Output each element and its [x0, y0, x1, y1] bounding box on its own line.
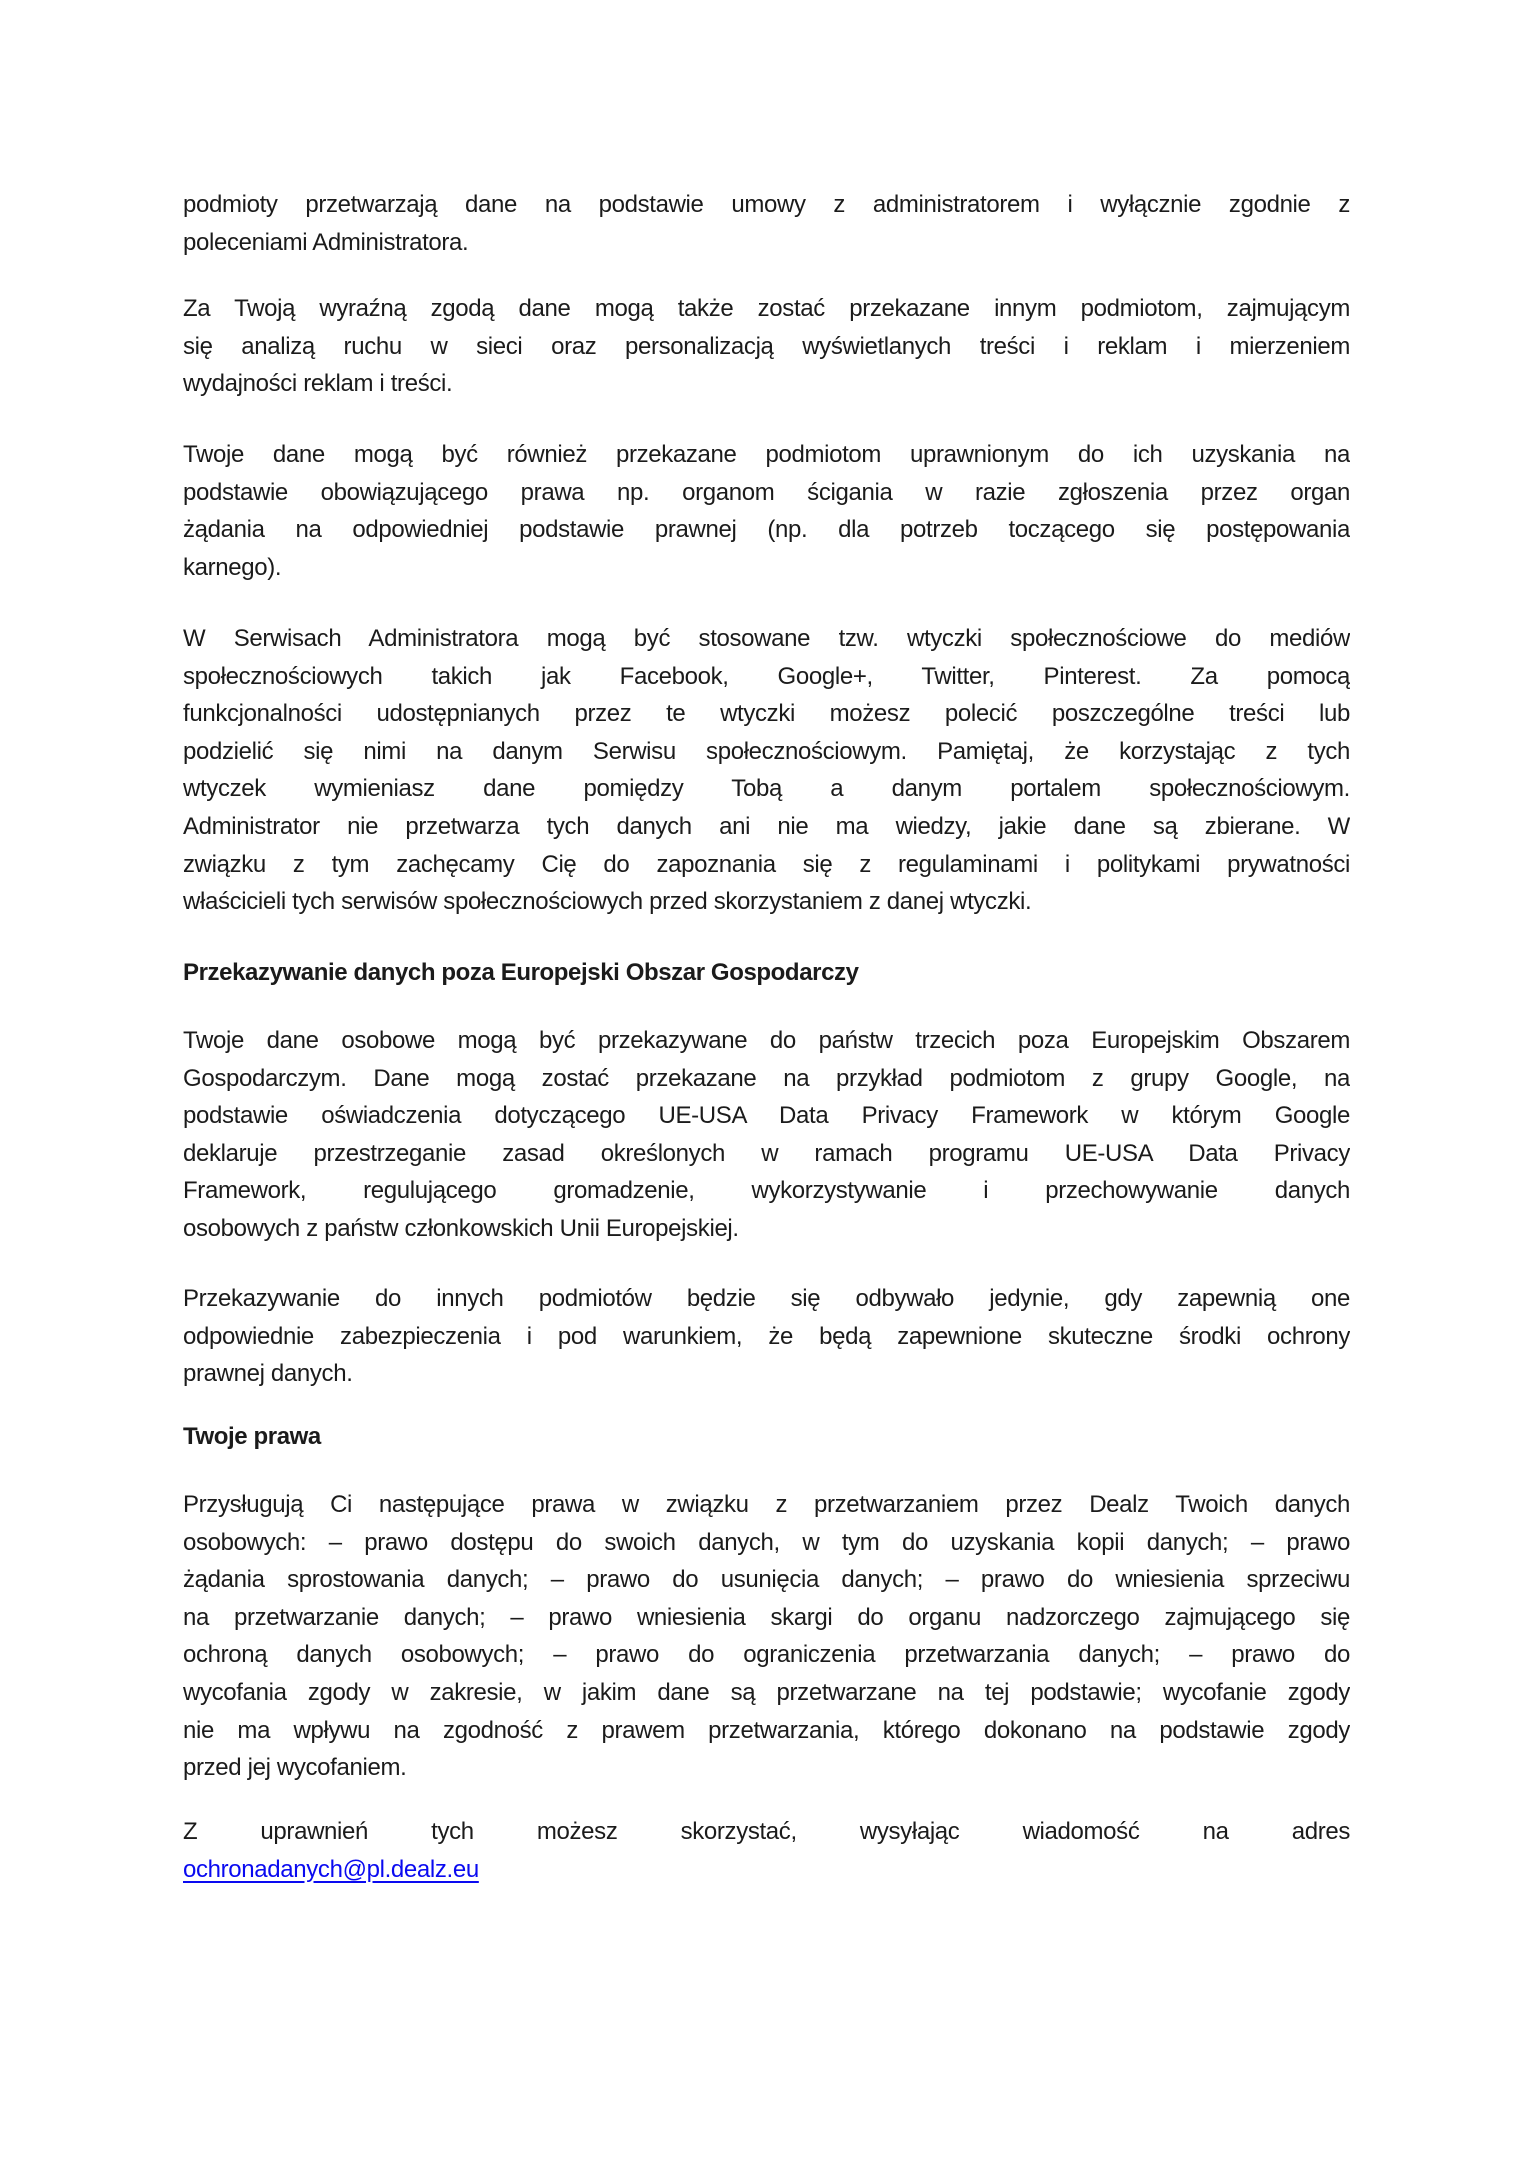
text-line: Przekazywanie do innych podmiotów będzie się odbywało jedynie, gdy zapewnią one	[183, 1285, 1350, 1312]
text-line: Framework, regulującego gromadzenie, wykorzystywanie i przechowywanie danych	[183, 1177, 1350, 1205]
text-line: wtyczek wymieniasz dane pomiędzy Tobą a danym portalem społecznościowym.	[183, 775, 1350, 803]
text-line: żądania sprostowania danych; – prawo do usunięcia danych; – prawo do wniesienia sprzeciwu	[183, 1566, 1350, 1594]
text-line: wydajności reklam i treści.	[183, 370, 453, 398]
text-line: podstawie oświadczenia dotyczącego UE-USA Data Privacy Framework w którym Google	[183, 1102, 1350, 1130]
paragraph-processors	[183, 186, 1350, 261]
text-line: ochroną danych osobowych; – prawo do ograniczenia przetwarzania danych; – prawo do	[183, 1641, 1350, 1669]
contact-line	[183, 1851, 1350, 1889]
section-heading-your-rights: Twoje prawa	[183, 1423, 321, 1450]
text-line: Gospodarczym. Dane mogą zostać przekazane na przykład podmiotom z grupy Google, na	[183, 1064, 1350, 1092]
paragraph-consent	[183, 290, 1350, 403]
text-line: podmioty przetwarzają dane na podstawie umowy z administratorem i wyłącznie zgodnie z	[183, 191, 1350, 218]
text-line: Za Twoją wyraźną zgodą dane mogą także zostać przekazane innym podmiotom, zajmującym	[183, 295, 1350, 322]
text-line: na przetwarzanie danych; – prawo wniesienia skargi do organu nadzorczego zajmującego się	[183, 1603, 1350, 1631]
text-line: poleceniami Administratora.	[183, 228, 469, 256]
text-line: się analizą ruchu w sieci oraz personalizacją wyświetlanych treści i reklam i mierzeniem	[183, 332, 1350, 360]
text-line: karnego).	[183, 553, 282, 581]
paragraph-social-plugins	[183, 620, 1350, 921]
text-line: osobowych: – prawo dostępu do swoich danych, w tym do uzyskania kopii danych; – prawo	[183, 1528, 1350, 1556]
section-heading-eea-transfer: Przekazywanie danych poza Europejski Obszar Gospodarczy	[183, 959, 859, 986]
contact-text: Z uprawnień tych możesz skorzystać, wysyłając wiadomość na adres	[183, 1818, 1350, 1845]
text-line: wycofania zgody w zakresie, w jakim dane są przetwarzane na tej podstawie; wycofanie zgody	[183, 1678, 1350, 1706]
text-line: związku z tym zachęcamy Cię do zapoznania się z regulaminami i politykami prywatności	[183, 850, 1350, 878]
text-line: właścicieli tych serwisów społecznościowych przed skorzystaniem z danej wtyczki.	[183, 888, 1032, 916]
text-line: odpowiednie zabezpieczenia i pod warunkiem, że będą zapewnione skuteczne środki ochrony	[183, 1322, 1350, 1350]
paragraph-safeguards	[183, 1280, 1350, 1393]
text-line: podstawie obowiązującego prawa np. organom ścigania w razie zgłoszenia przez organ	[183, 478, 1350, 506]
text-line: funkcjonalności udostępnianych przez te wtyczki możesz polecić poszczególne treści lub	[183, 700, 1350, 728]
text-line: deklaruje przestrzeganie zasad określonych w ramach programu UE-USA Data Privacy	[183, 1139, 1350, 1167]
text-line: osobowych z państw członkowskich Unii Europejskiej.	[183, 1214, 739, 1242]
text-line: społecznościowych takich jak Facebook, Google+, Twitter, Pinterest. Za pomocą	[183, 662, 1350, 690]
text-line: Twoje dane osobowe mogą być przekazywane do państw trzecich poza Europejskim Obszarem	[183, 1027, 1350, 1054]
text-line: żądania na odpowiedniej podstawie prawnej (np. dla potrzeb toczącego się postępowania	[183, 516, 1350, 544]
text-line: przed jej wycofaniem.	[183, 1754, 407, 1782]
text-line: nie ma wpływu na zgodność z prawem przetwarzania, którego dokonano na podstawie zgody	[183, 1716, 1350, 1744]
text-line: W Serwisach Administratora mogą być stosowane tzw. wtyczki społecznościowe do mediów	[183, 625, 1350, 652]
paragraph-rights-list	[183, 1486, 1350, 1787]
text-line: podzielić się nimi na danym Serwisu społecznościowym. Pamiętaj, że korzystając z tych	[183, 737, 1350, 765]
paragraph-third-countries	[183, 1022, 1350, 1248]
email-link[interactable]: ochronadanych@pl.dealz.eu	[183, 1855, 479, 1883]
text-line: Administrator nie przetwarza tych danych ani nie ma wiedzy, jakie dane są zbierane. W	[183, 812, 1350, 840]
text-line: prawnej danych.	[183, 1360, 353, 1388]
text-line: Twoje dane mogą być również przekazane podmiotom uprawnionym do ich uzyskania na	[183, 441, 1350, 468]
text-line: Przysługują Ci następujące prawa w związku z przetwarzaniem przez Dealz Twoich danych	[183, 1491, 1350, 1518]
paragraph-authorities	[183, 436, 1350, 586]
paragraph-contact	[183, 1813, 1350, 1888]
